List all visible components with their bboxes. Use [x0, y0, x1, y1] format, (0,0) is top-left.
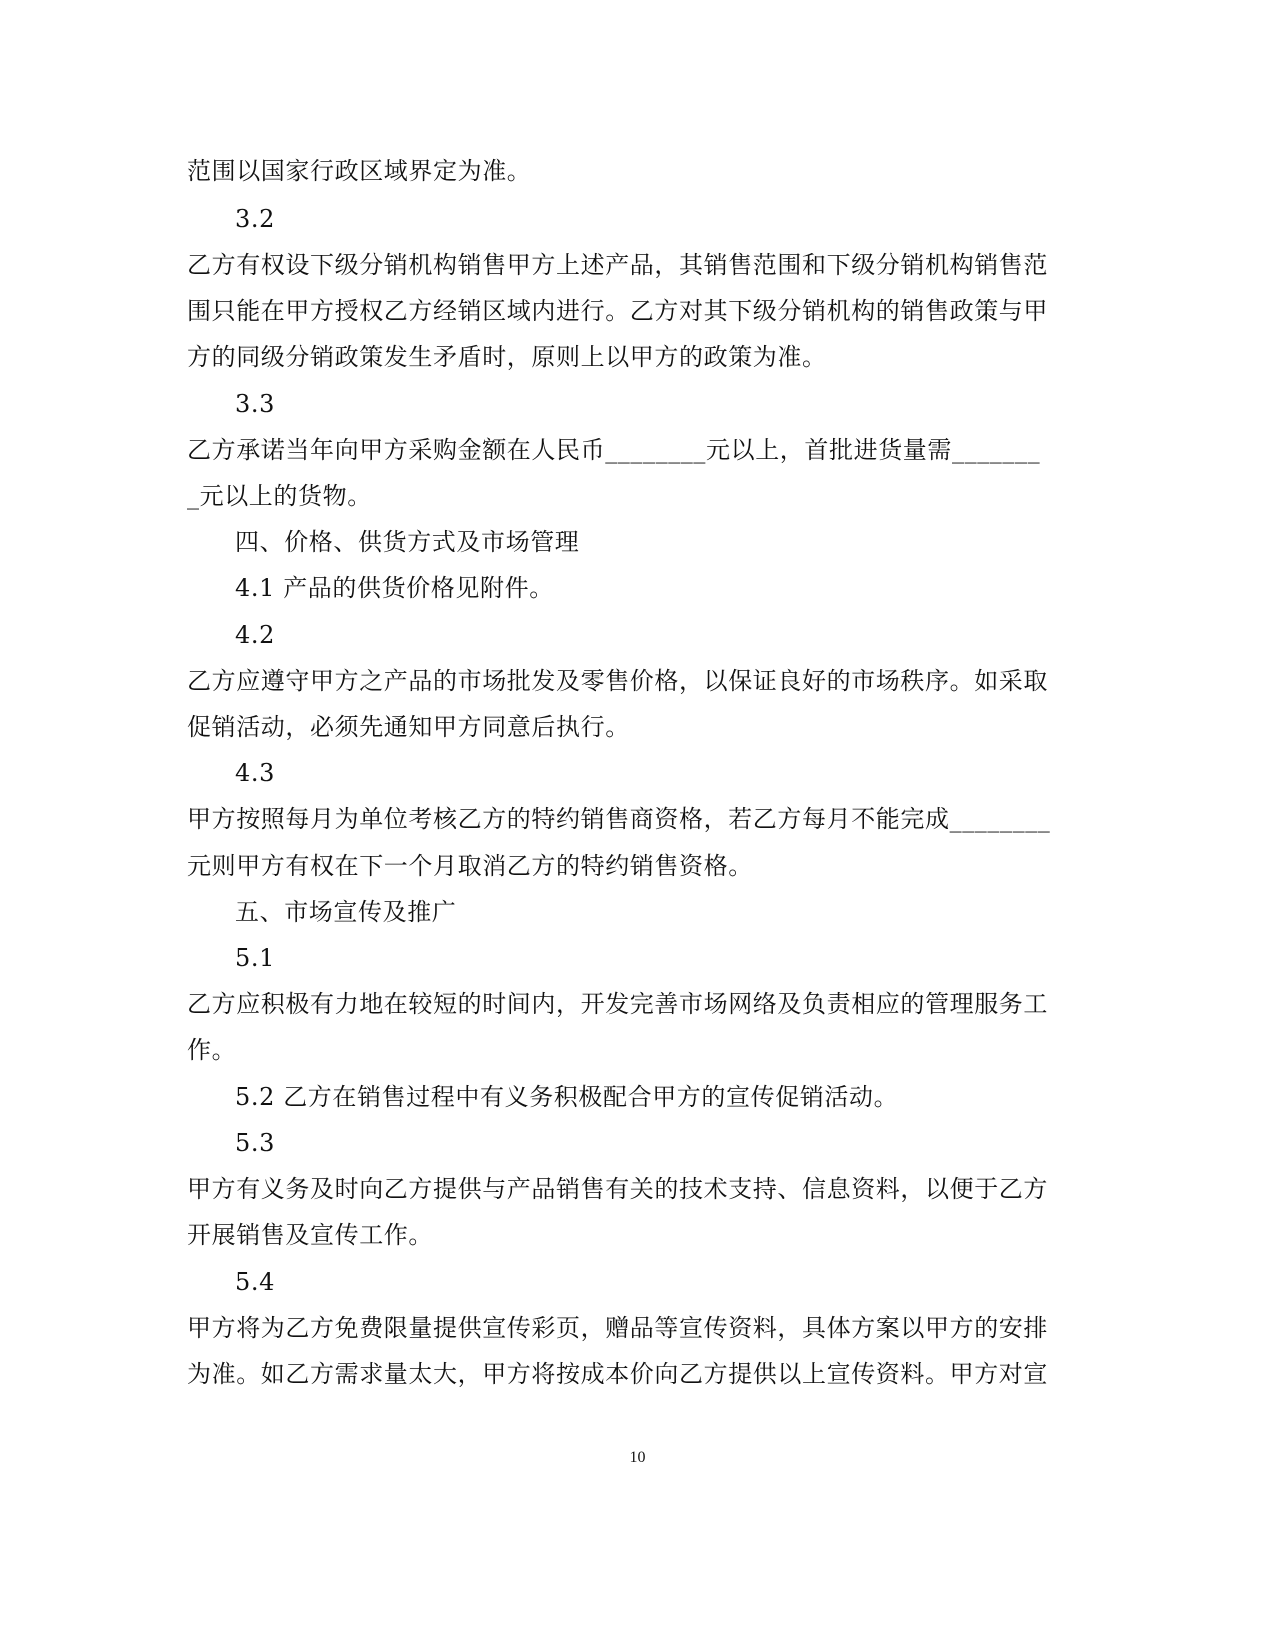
- clause-number: 5.1: [235, 944, 275, 972]
- clause-text: 5.2 乙方在销售过程中有义务积极配合甲方的宣传促销活动。: [235, 1083, 899, 1111]
- text-line: 促销活动，必须先通知甲方同意后执行。: [187, 713, 630, 741]
- section-heading: 四、价格、供货方式及市场管理: [235, 528, 580, 556]
- text-line: 乙方应积极有力地在较短的时间内，开发完善市场网络及负责相应的管理服务工: [187, 990, 1048, 1018]
- section-heading: 五、市场宣传及推广: [235, 898, 457, 926]
- page-number: 10: [629, 1449, 646, 1466]
- text-line: 为准。如乙方需求量太大，甲方将按成本价向乙方提供以上宣传资料。甲方对宣: [187, 1360, 1048, 1388]
- clause-number: 5.3: [235, 1129, 275, 1157]
- text-line: 乙方承诺当年向甲方采购金额在人民币________元以上，首批进货量需_______: [187, 436, 1041, 464]
- text-line: 范围以国家行政区域界定为准。: [187, 157, 532, 185]
- text-line: 围只能在甲方授权乙方经销区域内进行。乙方对其下级分销机构的销售政策与甲: [187, 297, 1048, 325]
- text-line: _元以上的货物。: [187, 482, 372, 510]
- clause-number: 5.4: [235, 1268, 275, 1296]
- text-line: 甲方将为乙方免费限量提供宣传彩页，赠品等宣传资料，具体方案以甲方的安排: [187, 1314, 1048, 1342]
- text-line: 作。: [187, 1036, 237, 1064]
- text-line: 乙方有权设下级分销机构销售甲方上述产品，其销售范围和下级分销机构销售范: [187, 251, 1048, 279]
- text-line: 甲方按照每月为单位考核乙方的特约销售商资格，若乙方每月不能完成________: [187, 805, 1051, 833]
- text-line: 甲方有义务及时向乙方提供与产品销售有关的技术支持、信息资料，以便于乙方: [187, 1175, 1048, 1203]
- text-line: 开展销售及宣传工作。: [187, 1221, 433, 1249]
- clause-number: 4.2: [235, 621, 275, 649]
- clause-text: 4.1 产品的供货价格见附件。: [235, 574, 554, 602]
- clause-number: 3.2: [235, 205, 275, 233]
- text-line: 元则甲方有权在下一个月取消乙方的特约销售资格。: [187, 852, 753, 880]
- text-line: 乙方应遵守甲方之产品的市场批发及零售价格，以保证良好的市场秩序。如采取: [187, 667, 1048, 695]
- text-line: 方的同级分销政策发生矛盾时，原则上以甲方的政策为准。: [187, 343, 827, 371]
- clause-number: 4.3: [235, 759, 275, 787]
- clause-number: 3.3: [235, 390, 275, 418]
